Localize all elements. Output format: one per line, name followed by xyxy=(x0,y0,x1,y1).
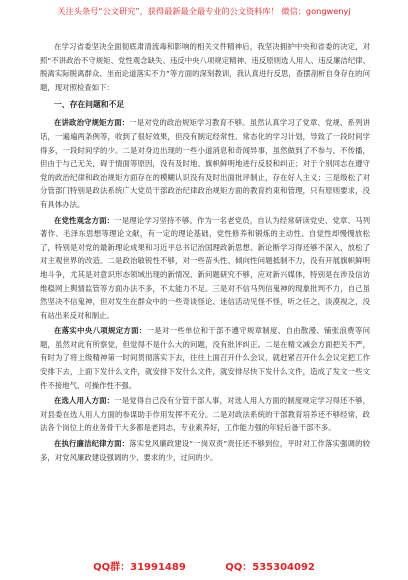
selection-lead: 在选人用人方面： xyxy=(54,396,115,406)
top-banner: 关注头条号“公文研究”，获得最新最全最专业的公文资料库！ 微信：gongwenyj xyxy=(57,6,351,16)
party-paragraph xyxy=(40,214,370,323)
selection-paragraph xyxy=(40,394,370,435)
clean-paragraph xyxy=(40,437,370,464)
party-body: 一是理论学习坚持不够。作为一名老党员，自认为经常研读党史、党章、马列著作、毛泽东思想等理论文献，有一定的理论基础，党性修养和锻炼的主动性、自觉性却慢慢放松了，特别是对党的最新理论成果和习近平总书记治国理政新思想、新论断学习得还够不深入，放松了对主观世界的改造。二是政治敏锐性不够，对一些苗头性、倾向性问题抵制不力，没有开展旗帜鲜明地斗争，尤其是对意识形态领域出现的新情况、新问题研究不够，应对新兴媒体，特别是在涉及信访维稳网上舆情监管等方面办法不多，不太能力不足。三是对不信马列信鬼神的现象批判不力，自己虽然坚决不信鬼神，但对发生在群众中的一些奇谈怪论、迷信活动见怪不怪，听之任之，淡漠视之，没有站出来反对和制止。 xyxy=(40,215,370,320)
clean-body: 落实党风廉政建设“一岗双责”责任还不够到位，平时对工作落实强调的较多，对党风廉政建设强调的少、要求的少，过问的少。 xyxy=(40,439,370,462)
party-lead: 在党性观念方面： xyxy=(54,215,115,225)
eight-rules-body: 一是对一些单位和干部不遵守规章制度、自由散漫、铺张浪费等问题，虽然对此有所察觉，但觉得不是什么大的问题，没有批评纠正。二是在精文减会方面把关不严，有时为了将上级精神第一时间贯彻落实下去，往往上面召开什么会议，就赶紧召开什么会议定把工作安排下去，上面下发什么文件，就安排下发什么文件，就安排尽快下发什么文件，造成了发文一些文件不接地气、可操作性不强。 xyxy=(40,326,370,390)
eight-rules-lead: 在落实中央八项规定方面： xyxy=(54,326,147,336)
footer-qq: QQ：535304092 xyxy=(225,562,315,573)
intro-paragraph: 在学习省委坚决全面彻底肃清流毒和影响的相关文件精神后，我坚决拥护中央和省委的决定，对照“不讲政治不守规矩、党性观念缺失、违反中央八项规定精神、违反原则选人用人、违反廉洁纪律、脱离实际脱离群众、坐而论道落实不力”等方面的深刻教训，我认真进行反思，查摆剖析自身存在的问题，现对照检查如下： xyxy=(40,42,370,92)
document-body xyxy=(40,40,370,466)
clean-lead: 在执行廉洁纪律方面： xyxy=(54,439,130,449)
section-heading: 一、存在问题和不足 xyxy=(54,100,125,110)
politics-paragraph xyxy=(40,116,370,211)
footer-contacts xyxy=(0,558,408,573)
selection-body: 一是觉得自己没有分管干部人事，对选人用人方面的制度规定学习得还不够，对县委在选人用人方面的参谋助手作用发挥不充分。二是对政法系统的干部教育培养还不够经常，政法各个岗位上的业务骨干大多都是老同志，专业素养好，工作能力强的年轻后备干部不多。 xyxy=(40,396,370,433)
footer-qq-group: QQ群：31991489 xyxy=(93,562,186,573)
politics-lead: 在讲政治守规矩方面： xyxy=(54,118,130,128)
politics-body: 一是对党的政治规矩学习教育不够。虽然认真学习了党章、党规、系列讲话，一遍遍两条例等，收到了很好效果，但没有制定经常性、常态化的学习计划，导致了一段时间学得多，一段时间学的少。二是对身边出现的一些小道消息和奇闻异事，虽然做到了不参与、不传播，但由于与己无关，碍于情面等原因，没有及时地、旗帜鲜明地进行反驳和纠正；对于个别同志在遵守党的政治纪律和政治规矩方面存在的模糊认识没有及时出面批评制止，存在好人主义；三是级松了对分管部门特别是政法系统广大党员干部政治纪律政治规矩方面的教育约束和管理，只有原则要求，没有具体办法。 xyxy=(40,118,370,209)
eight-rules-paragraph xyxy=(40,324,370,392)
